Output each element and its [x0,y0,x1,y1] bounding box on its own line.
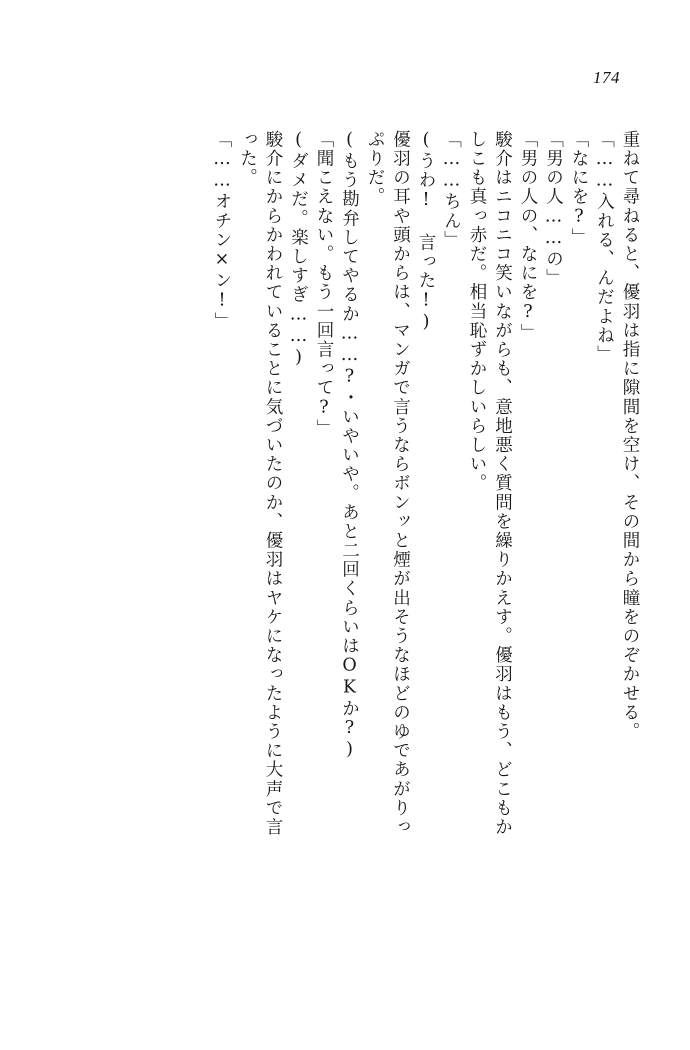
text-line: (もう勘弁してやるか……?・いやいや。あと二回くらいはOKか?) [339,130,360,762]
text-line: しこも真っ赤だ。相当恥ずかしいらしい。 [467,130,487,493]
text-line: 「……オチン×ン!」 [212,130,232,331]
text-line: 「聞こえない。もう一回言って?」 [314,130,334,439]
text-line: 「……ちん」 [441,130,462,250]
text-line: 「男の人の、なにを?」 [518,130,538,343]
text-line: 「……入れる、んだよね」 [594,130,615,365]
vertical-text-body [38,130,638,990]
text-line: 「なにを?」 [569,130,589,248]
text-line: 「男の人……の」 [543,130,564,288]
text-line: ぷりだ。 [365,130,385,207]
text-line: (ダメだ。楽しすぎ……) [288,130,309,370]
text-line: (うわ! 言った!) [416,130,436,334]
text-line: 重ねて尋ねると、優羽は指に隙間を空け、その間から瞳をのぞかせる。 [620,130,640,742]
text-line: 駿介はニコニコ笑いながらも、意地悪く質問を繰りかえす。優羽はもう、どこもか [492,130,513,837]
page-number: 174 [593,68,620,87]
text-line: った。 [237,130,258,188]
text-line: 優羽の耳や頭からは、マンガで言うならボンッと煙が出そうなほどのゆであがりっ [390,130,411,837]
text-line: 駿介にからかわれていることに気づいたのか、優羽はヤケになったように大声で言 [263,130,283,837]
